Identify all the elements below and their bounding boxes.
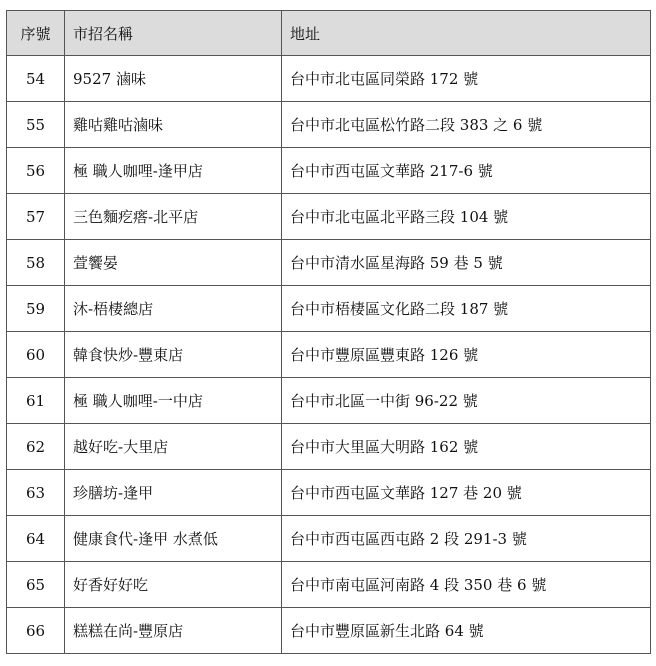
row-index: 65 [7,562,65,608]
table-body [7,56,651,654]
row-index: 63 [7,470,65,516]
row-index: 64 [7,516,65,562]
table-header [7,11,651,56]
header-row [7,11,651,56]
table-row [7,286,651,332]
table-row [7,148,651,194]
row-address: 台中市北屯區松竹路二段 383 之 6 號 [282,102,651,148]
row-address: 台中市大里區大明路 162 號 [282,424,651,470]
header-address: 地址 [282,11,651,56]
row-address: 台中市南屯區河南路 4 段 350 巷 6 號 [282,562,651,608]
row-index: 66 [7,608,65,654]
header-index: 序號 [7,11,65,56]
row-address: 台中市豐原區豐東路 126 號 [282,332,651,378]
row-index: 54 [7,56,65,102]
row-index: 62 [7,424,65,470]
row-index: 58 [7,240,65,286]
row-name: 極 職人咖哩-逢甲店 [65,148,282,194]
row-index: 61 [7,378,65,424]
table-row [7,378,651,424]
row-name: 越好吃-大里店 [65,424,282,470]
row-name: 健康食代-逢甲 水煮低 [65,516,282,562]
restaurant-table [6,10,651,654]
row-address: 台中市北屯區同榮路 172 號 [282,56,651,102]
table-row [7,424,651,470]
table-row [7,470,651,516]
row-name: 好香好好吃 [65,562,282,608]
row-address: 台中市梧棲區文化路二段 187 號 [282,286,651,332]
row-name: 9527 滷味 [65,56,282,102]
row-address: 台中市清水區星海路 59 巷 5 號 [282,240,651,286]
row-address: 台中市西屯區文華路 217-6 號 [282,148,651,194]
row-address: 台中市北區一中街 96-22 號 [282,378,651,424]
row-address: 台中市豐原區新生北路 64 號 [282,608,651,654]
row-name: 韓食快炒-豐東店 [65,332,282,378]
row-index: 56 [7,148,65,194]
row-index: 60 [7,332,65,378]
table-row [7,56,651,102]
table-row [7,240,651,286]
table-row [7,194,651,240]
row-name: 珍膳坊-逢甲 [65,470,282,516]
row-name: 糕糕在尚-豐原店 [65,608,282,654]
table-row [7,102,651,148]
row-name: 雞咕雞咕滷味 [65,102,282,148]
row-address: 台中市西屯區文華路 127 巷 20 號 [282,470,651,516]
row-index: 55 [7,102,65,148]
row-index: 57 [7,194,65,240]
row-name: 沐-梧棲總店 [65,286,282,332]
row-address: 台中市西屯區西屯路 2 段 291-3 號 [282,516,651,562]
row-address: 台中市北屯區北平路三段 104 號 [282,194,651,240]
table-row [7,608,651,654]
table-row [7,332,651,378]
table-row [7,562,651,608]
row-index: 59 [7,286,65,332]
table-row [7,516,651,562]
header-name: 市招名稱 [65,11,282,56]
row-name: 極 職人咖哩-一中店 [65,378,282,424]
row-name: 萱饗晏 [65,240,282,286]
row-name: 三色麵疙瘩-北平店 [65,194,282,240]
